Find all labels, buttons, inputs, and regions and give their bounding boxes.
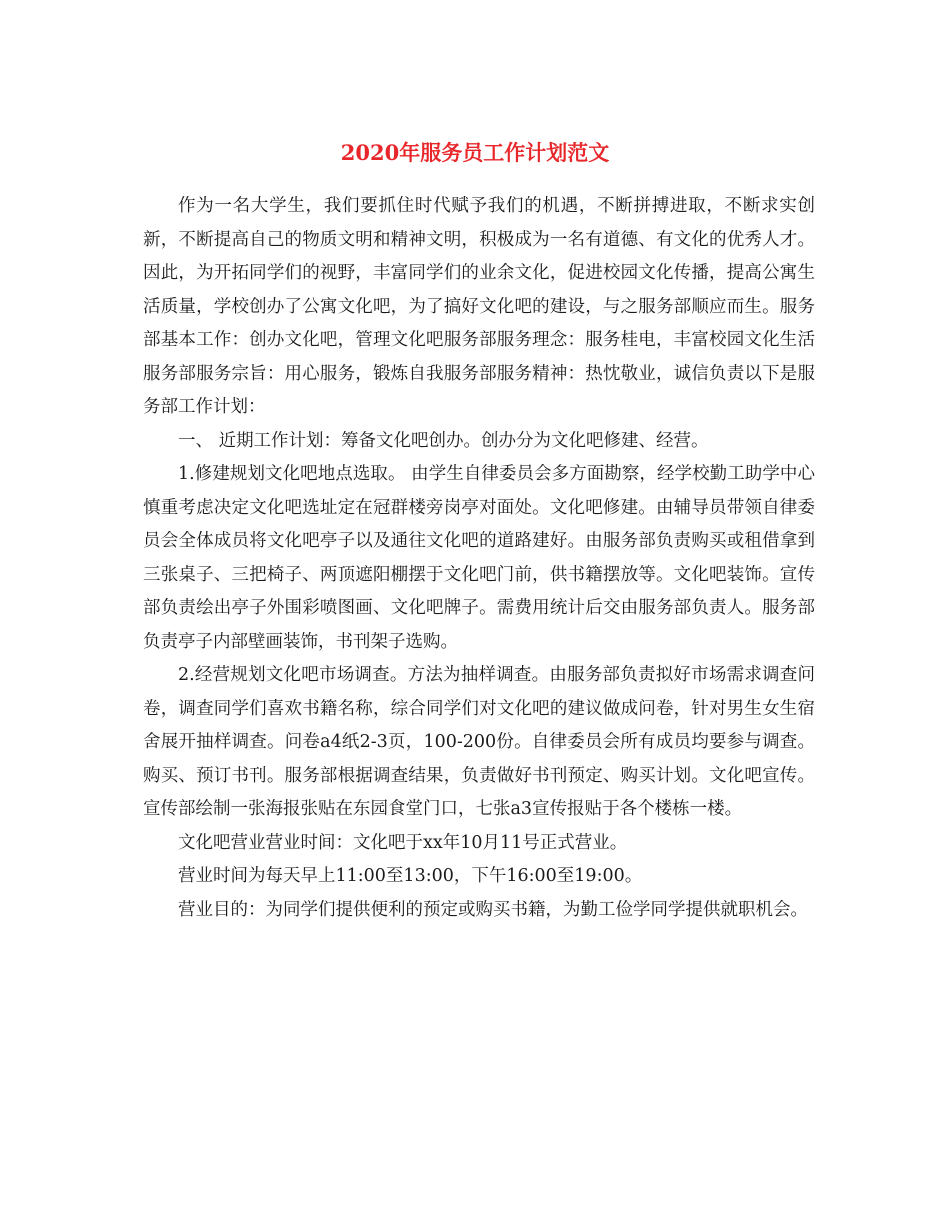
paragraph-intro: 作为一名大学生，我们要抓住时代赋予我们的机遇，不断拼搏进取，不断求实创新，不断提高自己的物质文明和精神文明，积极成为一名有道德、有文化的优秀人才。因此，为开拓同学们的视野，丰富同学们的业余文化，促进校园文化传播，提高公寓生活质量，学校创办了公寓文化吧，为了搞好文化吧的建设，与之服务部顺应而生。服务部基本工作：创办文化吧，管理文化吧服务部服务理念：服务桂电，丰富校园文化生活服务部服务宗旨：用心服务，锻炼自我服务部服务精神：热忱敬业，诚信负责以下是服务部工作计划： (143, 196, 815, 417)
paragraph-operation-plan: 2.经营规划文化吧市场调查。方法为抽样调查。由服务部负责拟好市场需求调查问卷，调查同学们喜欢书籍名称，综合同学们对文化吧的建议做成问卷，针对男生女生宿舍展开抽样调查。问卷a4纸2-3页，100-200份。自律委员会所有成员均要参与调查。购买、预订书刊。服务部根据调查结果，负责做好书刊预定、购买计划。文化吧宣传。宣传部绘制一张海报张贴在东园食堂门口，七张a3宣传报贴于各个楼栋一楼。 (143, 665, 815, 819)
paragraph-business-purpose: 营业目的：为同学们提供便利的预定或购买书籍，为勤工俭学同学提供就职机会。 (178, 899, 808, 920)
paragraph-business-hours: 营业时间为每天早上11:00至13:00，下午16:00至19:00。 (178, 866, 643, 886)
paragraph-near-term-plan: 一、 近期工作计划：筹备文化吧创办。创办分为文化吧修建、经营。 (178, 430, 709, 451)
document-body (143, 190, 815, 927)
paragraph-opening-date: 文化吧营业营业时间：文化吧于xx年10月11号正式营业。 (178, 832, 628, 853)
document-title: 2020年服务员工作计划范文 (340, 140, 610, 165)
paragraph-construction-plan: 1.修建规划文化吧地点选取。 由学生自律委员会多方面勘察，经学校勤工助学中心慎重考虑决定文化吧选址定在冠群楼旁岗亭对面处。文化吧修建。由辅导员带领自律委员会全体成员将文化吧亭子以及通往文化吧的道路建好。由服务部负责购买或租借拿到三张桌子、三把椅子、两顶遮阳棚摆于文化吧门前，供书籍摆放等。文化吧装饰。宣传部负责绘出亭子外围彩喷图画、文化吧牌子。需费用统计后交由服务部负责人。服务部负责亭子内部壁画装饰，书刊架子选购。 (143, 464, 815, 652)
